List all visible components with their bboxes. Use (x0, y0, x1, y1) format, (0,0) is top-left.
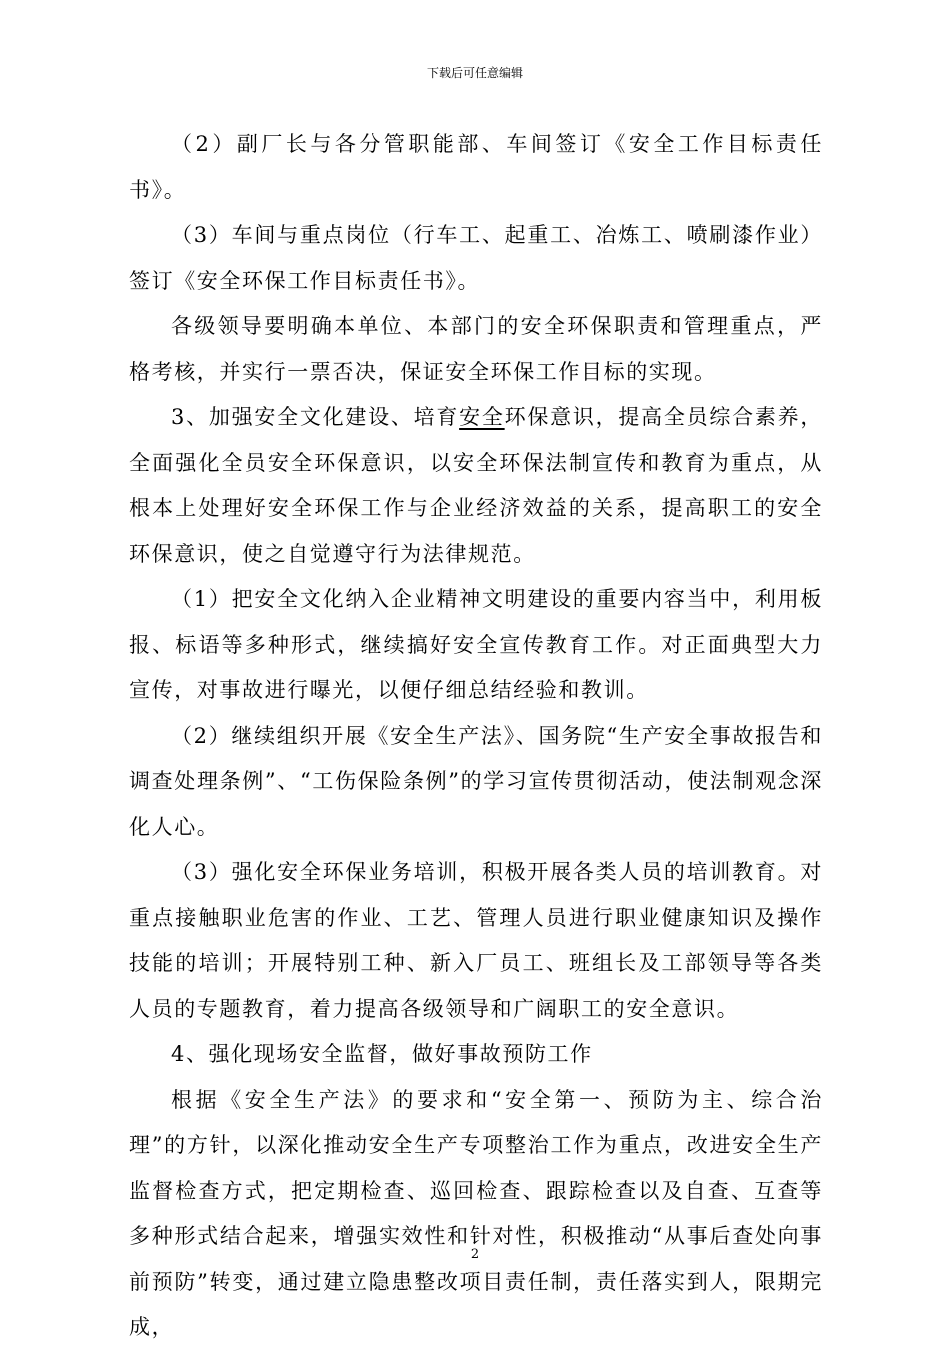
paragraph-safety-culture (129, 395, 823, 577)
page-header: 下载后可任意编辑 (426, 66, 523, 80)
paragraph-supervision-method: 根据《安全生产法》的要求和“安全第一、预防为主、综合治理”的方针，以深化推动安全生产专项整治工作为重点，改进安全生产监督检查方式，把定期检查、巡回检查、跟踪检查以及自查、互查等多种形式结合起来，增强实效性和针对性，积极推动“从事后查处向事前预防”转变，通过建立隐患整改项目责任制，责任落实到人，限期完成， (129, 1087, 823, 1339)
safety-culture-text-end: 环保意识，提高全员综合素养，全面强化全员安全环保意识，以安全环保法制宣传和教育为重点，从根本上处理好安全环保工作与企业经济效益的关系，提高职工的安全环保意识，使之自觉遵守行为法律规范。 (129, 405, 823, 566)
paragraph-vice-director-responsibility: （2）副厂长与各分管职能部、车间签订《安全工作目标责任书》。 (129, 132, 823, 202)
underlined-word: 安全 (459, 405, 505, 429)
paragraph-training: （3）强化安全环保业务培训，积极开展各类人员的培训教育。对重点接触职业危害的作业、工艺、管理人员进行职业健康知识及操作技能的培训；开展特别工种、新入厂员工、班组长及工部领导等各类人员的专题教育，着力提高各级领导和广阔职工的安全意识。 (129, 860, 823, 1021)
paragraph-section-heading-supervision: 4、强化现场安全监督，做好事故预防工作 (171, 1042, 593, 1066)
document-body (129, 122, 823, 1351)
paragraph-safety-publicity: （1）把安全文化纳入企业精神文明建设的重要内容当中，利用板报、标语等多种形式，继续搞好安全宣传教育工作。对正面典型大力宣传，对事故进行曝光，以便仔细总结经验和教训。 (129, 587, 823, 702)
paragraph-workshop-key-posts: （3）车间与重点岗位（行车工、起重工、冶炼工、喷刷漆作业）签订《安全环保工作目标责任书》。 (129, 223, 823, 293)
paragraph-leadership-duties: 各级领导要明确本单位、本部门的安全环保职责和管理重点，严格考核，并实行一票否决，保证安全环保工作目标的实现。 (129, 314, 823, 384)
page-number: 2 (470, 1247, 480, 1262)
safety-culture-text-start: 3、加强安全文化建设、培育 (171, 405, 460, 429)
paragraph-law-education: （2）继续组织开展《安全生产法》、国务院“生产安全事故报告和调查处理条例”、“工伤保险条例”的学习宣传贯彻活动，使法制观念深化人心。 (129, 723, 823, 839)
